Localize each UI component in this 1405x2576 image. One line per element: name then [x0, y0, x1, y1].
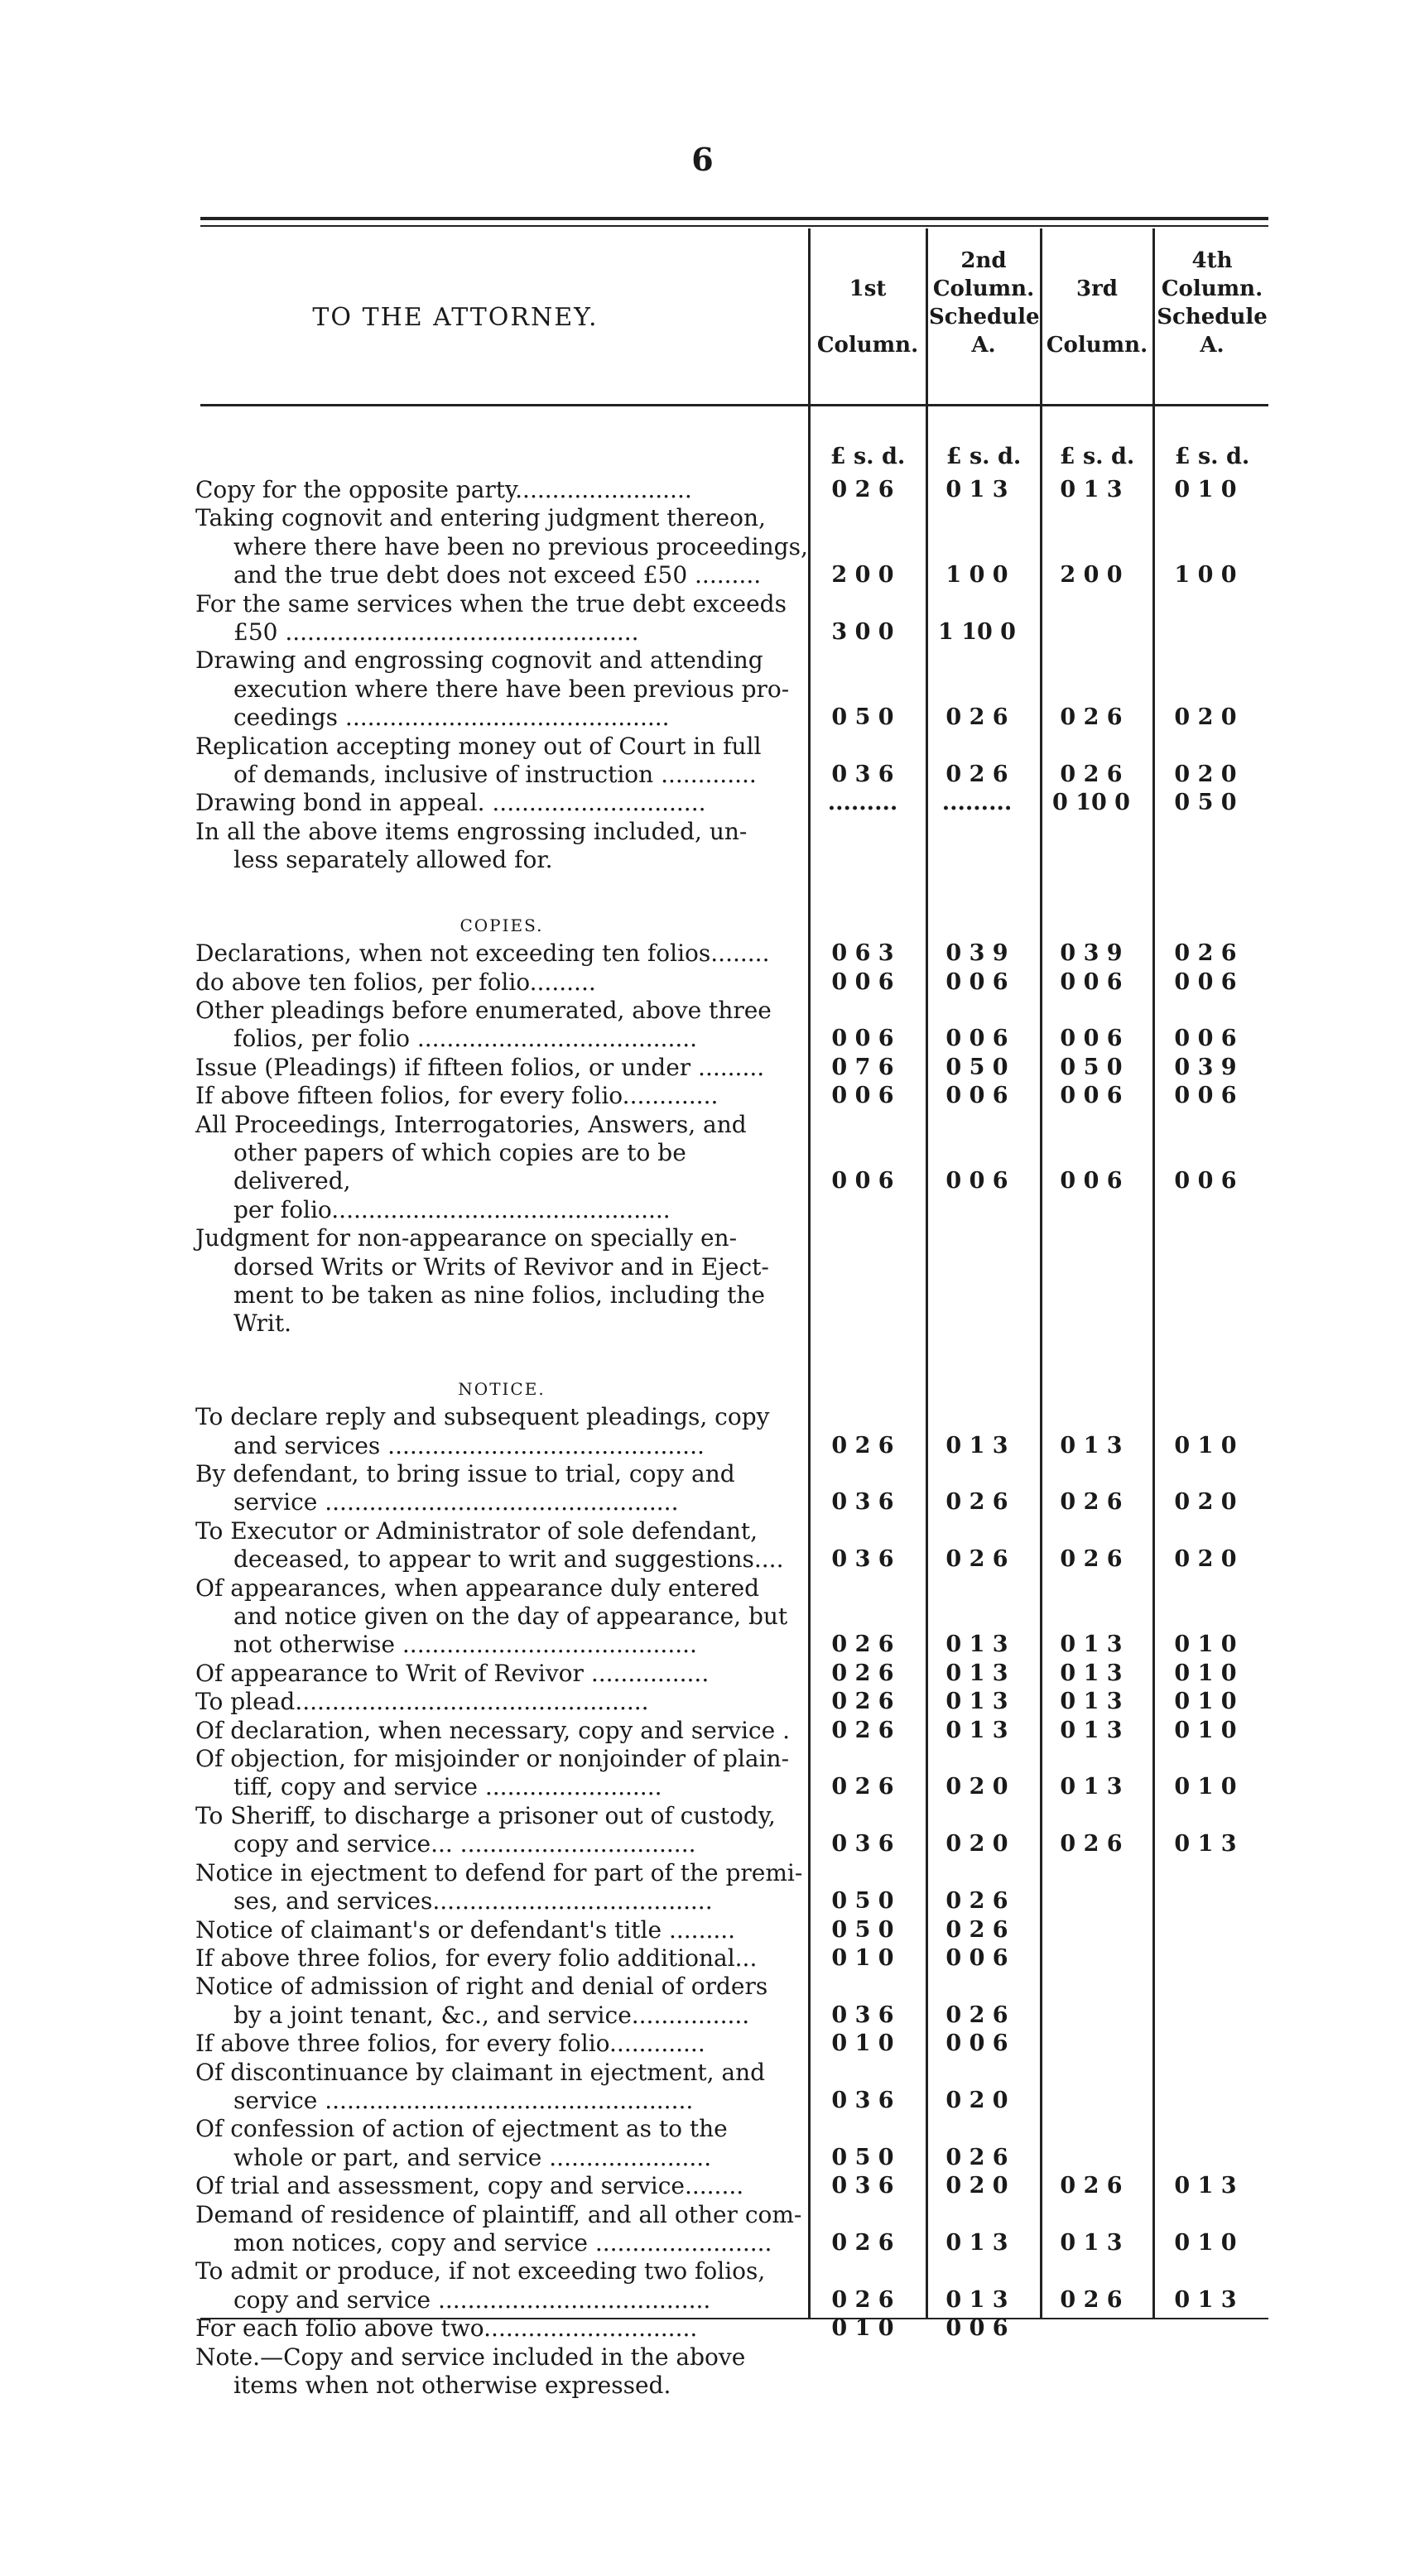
row-text: If above fifteen folios, for every folio............. — [195, 1082, 719, 1110]
table-row — [195, 2115, 1008, 2172]
amount-col-1: 0 5 0 — [831, 2144, 894, 2170]
amount-col-3: 0 2 6 — [1060, 2286, 1123, 2313]
amount-col-2: 0 1 3 — [945, 477, 1008, 502]
row-text: Drawing and engrossing cognovit and attending — [195, 646, 763, 675]
amount-col-2: 0 0 6 — [945, 1026, 1008, 1052]
amount-col-2: 0 0 6 — [945, 1944, 1008, 1971]
top-double-rule-inner — [200, 225, 1268, 227]
amount-col-2: 0 1 3 — [945, 2286, 1008, 2313]
currency-header: £ s. d. — [945, 444, 1022, 469]
row-text: Issue (Pleadings) if fifteen folios, or under ......... — [195, 1053, 765, 1081]
amount-col-2: 0 0 6 — [945, 2315, 1008, 2342]
amount-col-1: 0 2 6 — [831, 1717, 894, 1743]
amount-col-1: 0 3 6 — [831, 1546, 894, 1573]
row-text: Of declaration, when necessary, copy and service . — [195, 1716, 790, 1744]
amount-col-4: 0 1 0 — [1174, 1432, 1237, 1459]
amount-col-1: 0 3 6 — [831, 762, 894, 788]
row-text: In all the above items engrossing included, un- — [195, 817, 748, 845]
amount-col-4: 1 0 0 — [1174, 562, 1237, 589]
fee-table-body — [195, 476, 1237, 2400]
column-divider — [1040, 228, 1042, 2319]
row-text: By defendant, to bring issue to trial, copy and — [195, 1460, 735, 1487]
currency-header: £ s. d. — [1174, 444, 1250, 469]
row-text: £50 ................................................ — [233, 618, 639, 646]
row-text: If above three folios, for every folio additional... — [195, 1944, 758, 1972]
amount-col-4: 0 1 0 — [1174, 2229, 1237, 2256]
amount-col-3: 0 2 6 — [1060, 1831, 1123, 1858]
row-text: mon notices, copy and service ........................ — [233, 2228, 772, 2256]
row-text: To admit or produce, if not exceeding two folios, — [195, 2257, 766, 2285]
amount-col-1: 0 5 0 — [831, 1888, 894, 1915]
amount-col-2: 0 0 6 — [945, 2031, 1008, 2057]
table-row — [195, 1403, 1237, 1460]
amount-col-2: 0 2 6 — [945, 762, 1008, 788]
row-text: Of trial and assessment, copy and service........ — [195, 2172, 744, 2200]
amount-col-1: 0 2 6 — [831, 2229, 894, 2256]
amount-col-4: 0 1 0 — [1174, 477, 1237, 502]
row-text: execution where there have been previous pro- — [233, 675, 790, 703]
amount-col-1: 0 2 6 — [831, 1432, 894, 1459]
amount-col-3: 0 1 3 — [1060, 1689, 1123, 1715]
amount-col-3: 0 0 6 — [1060, 968, 1123, 995]
amount-col-4: 0 1 0 — [1174, 1660, 1237, 1686]
currency-header: £ s. d. — [830, 444, 906, 469]
column-header-1: 1st Column. — [816, 276, 919, 358]
amount-col-4: 0 3 9 — [1174, 1054, 1237, 1080]
row-text: Notice in ejectment to defend for part of the premi- — [195, 1858, 803, 1886]
amount-col-1: 0 5 0 — [831, 704, 894, 731]
row-text: and notice given on the day of appearance, but — [233, 1603, 788, 1631]
table-row — [195, 1745, 1237, 1802]
row-text: To declare reply and subsequent pleadings, copy — [195, 1403, 770, 1431]
amount-col-2: 0 2 6 — [945, 2144, 1008, 2170]
amount-col-2: 0 1 3 — [945, 1660, 1008, 1686]
table-row — [195, 1224, 808, 1338]
table-row — [195, 1110, 1237, 1225]
table-row — [195, 2058, 1008, 2116]
page-number: 6 — [691, 141, 714, 178]
row-text: deceased, to appear to writ and suggestions.... — [233, 1545, 784, 1574]
row-text: To Sheriff, to discharge a prisoner out of custody, — [195, 1801, 776, 1829]
amount-col-2: 0 1 3 — [945, 1432, 1008, 1459]
row-text: and the true debt does not exceed £50 ......... — [233, 561, 762, 589]
row-text: Note.—Copy and service included in the above — [195, 2343, 746, 2371]
row-text: do above ten folios, per folio......... — [195, 968, 596, 996]
table-row — [195, 1801, 1237, 1859]
amount-col-3: 0 2 6 — [1060, 704, 1123, 731]
table-row — [195, 589, 1016, 647]
row-text: Of objection, for misjoinder or nonjoinder of plain- — [195, 1745, 790, 1773]
row-text: tiff, copy and service ........................ — [233, 1773, 662, 1801]
amount-col-3: 0 1 3 — [1060, 1774, 1123, 1800]
table-row — [195, 2030, 1008, 2058]
row-text: If above three folios, for every folio............. — [195, 2030, 705, 2058]
amount-col-1: 0 3 6 — [831, 2002, 894, 2028]
amount-col-2: 0 5 0 — [945, 1054, 1008, 1080]
table-row — [195, 818, 808, 875]
row-text: Demand of residence of plaintiff, and all other com- — [195, 2200, 802, 2228]
row-text: For the same services when the true debt exceeds — [195, 589, 787, 618]
amount-col-2: 0 0 6 — [945, 1083, 1008, 1109]
amount-col-4: 0 2 0 — [1174, 704, 1237, 731]
table-row — [195, 2172, 1237, 2200]
table-row — [195, 2314, 1008, 2343]
amount-col-1: 0 1 0 — [831, 1944, 894, 1971]
row-text: of demands, inclusive of instruction ............. — [233, 761, 757, 789]
amount-col-4: 0 2 0 — [1174, 762, 1237, 788]
row-text: Taking cognovit and entering judgment thereon, — [195, 504, 766, 532]
amount-col-2: 0 2 6 — [945, 1888, 1008, 1915]
amount-col-3: 0 2 6 — [1060, 1489, 1123, 1516]
amount-col-2: ......... — [941, 790, 1013, 816]
amount-col-3: 2 0 0 — [1060, 562, 1123, 589]
table-row — [195, 476, 1237, 504]
amount-col-1: 0 2 6 — [831, 1660, 894, 1686]
amount-col-1: 0 0 6 — [831, 968, 894, 995]
amount-col-1: 0 7 6 — [831, 1054, 894, 1080]
row-text: Notice of admission of right and denial of orders — [195, 1973, 768, 2001]
row-text: by a joint tenant, &c., and service................ — [233, 2001, 750, 2029]
top-double-rule — [200, 217, 1268, 220]
amount-col-2: 0 0 6 — [945, 1168, 1008, 1194]
amount-col-1: 0 3 6 — [831, 2087, 894, 2113]
row-text: Replication accepting money out of Court in full — [195, 732, 762, 760]
amount-col-2: 0 0 6 — [945, 968, 1008, 995]
table-row — [195, 1688, 1237, 1716]
row-text: Of appearance to Writ of Revivor ................ — [195, 1659, 710, 1687]
amount-col-4: 0 0 6 — [1174, 1168, 1237, 1194]
row-text: ment to be taken as nine folios, including the — [233, 1281, 765, 1309]
row-text: Judgment for non-appearance on specially en- — [195, 1224, 738, 1252]
table-row — [195, 732, 1237, 790]
amount-col-2: 0 2 0 — [945, 1831, 1008, 1858]
table-row — [195, 940, 1237, 968]
amount-col-4: 0 1 0 — [1174, 1717, 1237, 1743]
row-text: service ................................................ — [233, 1488, 679, 1516]
row-text: items when not otherwise expressed. — [233, 2372, 671, 2399]
amount-col-1: 0 2 6 — [831, 1632, 894, 1658]
amount-col-1: 0 1 0 — [831, 2315, 894, 2342]
amount-col-1: 0 3 6 — [831, 2173, 894, 2199]
amount-col-2: 0 1 3 — [945, 1632, 1008, 1658]
amount-col-4: 0 1 0 — [1174, 1632, 1237, 1658]
amount-col-3: 0 1 3 — [1060, 2229, 1123, 2256]
amount-col-4: 0 1 3 — [1174, 2173, 1237, 2199]
amount-col-2: 1 0 0 — [945, 562, 1008, 589]
row-text: service .................................................. — [233, 2086, 694, 2114]
amount-col-1: 0 3 6 — [831, 1831, 894, 1858]
row-text: folios, per folio ...................................... — [233, 1025, 698, 1053]
table-row — [195, 2200, 1237, 2258]
section-title: NOTICE. — [458, 1378, 546, 1399]
amount-col-2: 0 1 3 — [945, 1689, 1008, 1715]
column-header-2: 2nd Column. Schedule A. — [929, 248, 1040, 358]
amount-col-3: 0 0 6 — [1060, 1168, 1123, 1194]
table-row — [195, 504, 1237, 589]
amount-col-2: 0 3 9 — [945, 940, 1008, 967]
column-header-4: 4th Column. Schedule A. — [1157, 248, 1268, 358]
section-title: COPIES. — [460, 915, 544, 935]
row-text: To plead................................................ — [195, 1688, 649, 1716]
row-text: All Proceedings, Interrogatories, Answers, and — [195, 1110, 747, 1138]
amount-col-2: 0 2 6 — [945, 1916, 1008, 1943]
column-header-3: 3rd Column. — [1046, 276, 1148, 358]
row-text: Of discontinuance by claimant in ejectment, and — [195, 2058, 766, 2086]
row-text: ses, and services...................................... — [233, 1887, 713, 1915]
amount-col-1: 0 0 6 — [831, 1026, 894, 1052]
amount-col-4: 0 2 0 — [1174, 1489, 1237, 1516]
amount-col-4: 0 1 0 — [1174, 1774, 1237, 1800]
row-text: Writ. — [233, 1310, 292, 1338]
row-text: Other pleadings before enumerated, above three — [195, 996, 772, 1024]
amount-col-1: 0 2 6 — [831, 1689, 894, 1715]
amount-col-3: 0 2 6 — [1060, 2173, 1123, 2199]
amount-col-3: 0 2 6 — [1060, 762, 1123, 788]
amount-col-2: 0 2 6 — [945, 1489, 1008, 1516]
row-text: dorsed Writs or Writs of Revivor and in Eject- — [233, 1252, 769, 1281]
table-row — [195, 1574, 1237, 1660]
table-row — [195, 1659, 1237, 1688]
row-text: other papers of which copies are to be delivered, — [233, 1138, 686, 1195]
table-row — [195, 1858, 1008, 1916]
row-text: less separately allowed for. — [233, 846, 553, 874]
amount-col-3: 0 1 3 — [1060, 1717, 1123, 1743]
amount-col-4: 0 1 0 — [1174, 1689, 1237, 1715]
amount-col-3: 0 1 3 — [1060, 1660, 1123, 1686]
currency-header: £ s. d. — [1059, 444, 1135, 469]
amount-col-3: 0 0 6 — [1060, 1083, 1123, 1109]
row-text: ceedings ............................................ — [233, 704, 670, 732]
amount-col-2: 0 2 0 — [945, 2087, 1008, 2113]
amount-col-2: 0 2 0 — [945, 1774, 1008, 1800]
table-row — [195, 1716, 1237, 1745]
table-row — [195, 1082, 1237, 1110]
amount-col-3: 0 0 6 — [1060, 1026, 1123, 1052]
table-row — [195, 1053, 1237, 1082]
amount-col-1: 0 1 0 — [831, 2031, 894, 2057]
amount-col-4: 0 0 6 — [1174, 1083, 1237, 1109]
row-text: Of confession of action of ejectment as to the — [195, 2115, 728, 2143]
amount-col-1: 3 0 0 — [831, 619, 894, 646]
table-row — [195, 789, 1237, 817]
amount-col-4: 0 0 6 — [1174, 1026, 1237, 1052]
table-row — [195, 2257, 1237, 2314]
column-divider — [1152, 228, 1155, 2319]
amount-col-4: 0 2 6 — [1174, 940, 1237, 967]
row-text: whole or part, and service ...................... — [233, 2143, 712, 2171]
amount-col-2: 0 2 6 — [945, 704, 1008, 731]
row-text: where there have been no previous proceedings, — [233, 532, 808, 560]
amount-col-4: 0 1 3 — [1174, 1831, 1237, 1858]
amount-col-2: 0 1 3 — [945, 2229, 1008, 2256]
table-row — [195, 1973, 1008, 2030]
table-row — [195, 1915, 1008, 1944]
row-text: To Executor or Administrator of sole defendant, — [195, 1516, 758, 1545]
amount-col-1: 2 0 0 — [831, 562, 894, 589]
amount-col-4: 0 5 0 — [1174, 790, 1237, 816]
row-text: copy and service... ................................ — [233, 1830, 696, 1858]
table-row — [195, 2343, 808, 2401]
amount-col-1: 0 5 0 — [831, 1916, 894, 1943]
row-text: and services ........................................... — [233, 1431, 705, 1459]
row-text: Declarations, when not exceeding ten folios........ — [195, 940, 770, 968]
table-row — [195, 1460, 1237, 1517]
amount-col-3: 0 1 3 — [1060, 477, 1123, 502]
table-row — [195, 968, 1237, 997]
amount-col-1: 0 2 6 — [831, 477, 894, 502]
amount-col-2: 0 2 6 — [945, 1546, 1008, 1573]
amount-col-4: 0 1 3 — [1174, 2286, 1237, 2313]
amount-col-2: 1 10 0 — [938, 619, 1016, 646]
header-title: TO THE ATTORNEY. — [312, 303, 599, 332]
row-text: per folio.............................................. — [233, 1195, 671, 1223]
table-row — [195, 1516, 1237, 1574]
amount-col-4: 0 2 0 — [1174, 1546, 1237, 1573]
row-text: Of appearances, when appearance duly entered — [195, 1574, 760, 1602]
amount-col-1: 0 0 6 — [831, 1083, 894, 1109]
amount-col-3: 0 10 0 — [1052, 790, 1130, 816]
amount-col-3: 0 1 3 — [1060, 1632, 1123, 1658]
amount-col-3: 0 5 0 — [1060, 1054, 1123, 1080]
amount-col-3: 0 2 6 — [1060, 1546, 1123, 1573]
amount-col-4: 0 0 6 — [1174, 968, 1237, 995]
amount-col-1: 0 0 6 — [831, 1168, 894, 1194]
row-text: Notice of claimant's or defendant's title ......... — [195, 1915, 736, 1944]
table-row — [195, 1944, 1008, 1973]
column-divider — [808, 228, 811, 2319]
amount-col-2: 0 1 3 — [945, 1717, 1008, 1743]
row-text: copy and service ..................................... — [233, 2285, 711, 2314]
row-text: Drawing bond in appeal. ............................. — [195, 789, 706, 817]
table-row — [195, 996, 1237, 1054]
amount-col-3: 0 3 9 — [1060, 940, 1123, 967]
header-bottom-rule — [200, 404, 1268, 406]
amount-col-2: 0 2 6 — [945, 2002, 1008, 2028]
amount-col-2: 0 2 0 — [945, 2173, 1008, 2199]
row-text: For each folio above two............................. — [195, 2314, 698, 2343]
amount-col-3: 0 1 3 — [1060, 1432, 1123, 1459]
amount-col-1: 0 2 6 — [831, 2286, 894, 2313]
table-row — [195, 646, 1237, 732]
currency-header-row — [811, 444, 1275, 472]
amount-col-1: 0 3 6 — [831, 1489, 894, 1516]
amount-col-1: ......... — [827, 790, 898, 816]
row-text: not otherwise ........................................ — [233, 1631, 697, 1659]
amount-col-1: 0 6 3 — [831, 940, 894, 967]
amount-col-1: 0 2 6 — [831, 1774, 894, 1800]
row-text: Copy for the opposite party........................ — [195, 476, 692, 503]
